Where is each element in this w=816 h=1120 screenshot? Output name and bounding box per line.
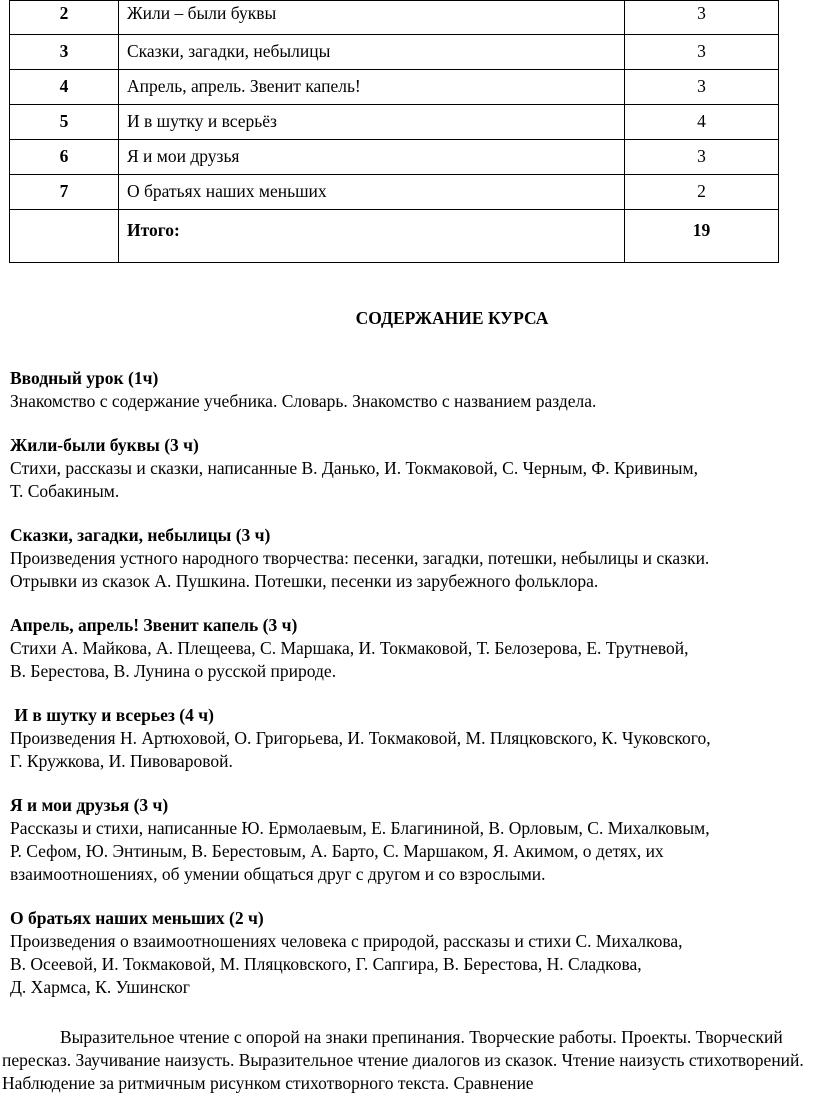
row-title: Сказки, загадки, небылицы [119, 35, 625, 70]
row-title: И в шутку и всерьёз [119, 105, 625, 140]
row-hours: 4 [625, 105, 779, 140]
section-title: Жили-были буквы (3 ч) [10, 435, 199, 455]
row-title: Апрель, апрель. Звенит капель! [119, 70, 625, 105]
total-number-cell [10, 210, 119, 263]
table-row [10, 35, 779, 70]
section-text: Произведения Н. Артюховой, О. Григорьева, И. Токмаковой, М. Пляцковского, К. Чуковского, Г. Кружкова, И. Пивоваровой. [10, 728, 711, 771]
section-title: Я и мои друзья (3 ч) [10, 795, 169, 815]
page-heading: СОДЕРЖАНИЕ КУРСА [355, 308, 549, 328]
section-title: О братьях наших меньших (2 ч) [10, 908, 264, 928]
table-total-row [10, 210, 779, 263]
content-section [10, 907, 816, 999]
section-title: Сказки, загадки, небылицы (3 ч) [10, 525, 271, 545]
row-hours: 3 [625, 35, 779, 70]
content-section [10, 704, 816, 773]
row-number: 2 [10, 1, 119, 35]
section-text: Рассказы и стихи, написанные Ю. Ермолаевым, Е. Благининой, В. Орловым, С. Михалковым, Р. Сефом, Ю. Энтиным, В. Берестовым, А. Барто, С. Маршаком, Я. Акимом, о детях, их взаимоотношениях, об умении общаться друг с другом и со взрослыми. [10, 818, 710, 884]
section-text: Произведения устного народного творчества: песенки, загадки, потешки, небылицы и сказки. Отрывки из сказок А. Пушкина. Потешки, песенки из зарубежного фольклора. [10, 548, 710, 591]
table-row [10, 175, 779, 210]
course-content [10, 367, 816, 1020]
table-row [10, 140, 779, 175]
row-hours: 3 [625, 140, 779, 175]
row-number: 4 [10, 70, 119, 105]
section-text: Стихи, рассказы и сказки, написанные В. Данько, И. Токмаковой, С. Черным, Ф. Кривиным, Т. Собакиным. [10, 458, 698, 501]
row-title: Я и мои друзья [119, 140, 625, 175]
section-title: Вводный урок (1ч) [10, 368, 159, 388]
row-number: 3 [10, 35, 119, 70]
content-section [10, 434, 816, 503]
content-section [10, 794, 816, 886]
row-number: 5 [10, 105, 119, 140]
section-title: И в шутку и всерьез (4 ч) [10, 705, 214, 725]
section-text: Стихи А. Майкова, А. Плещеева, С. Маршака, И. Токмаковой, Т. Белозерова, Е. Трутневой, В. Берестова, В. Лунина о русской природе. [10, 638, 689, 681]
total-hours: 19 [625, 210, 779, 263]
section-text: Произведения о взаимоотношениях человека с природой, рассказы и стихи С. Михалкова, В. Осеевой, И. Токмаковой, М. Пляцковского, Г. Сапгира, В. Берестова, Н. Сладкова, Д. Хармса, К. Ушинског [10, 931, 683, 997]
content-section [10, 524, 816, 593]
total-label: Итого: [119, 210, 625, 263]
table-row [10, 1, 779, 35]
table-row [10, 105, 779, 140]
table-row [10, 70, 779, 105]
closing-paragraph: Выразительное чтение с опорой на знаки препинания. Творческие работы. Проекты. Творческий пересказ. Заучивание наизусть. Выразительное чтение диалогов из сказок. Чтение наизусть стихотворений. Наблюдение за ритмичным рисунком стихотворного текста. Сравнение [2, 1027, 804, 1093]
row-hours: 3 [625, 1, 779, 35]
content-section [10, 614, 816, 683]
row-hours: 3 [625, 70, 779, 105]
row-title: О братьях наших меньших [119, 175, 625, 210]
section-title: Апрель, апрель! Звенит капель (3 ч) [10, 615, 298, 635]
section-text: Знакомство с содержание учебника. Словарь. Знакомство с названием раздела. [10, 391, 597, 411]
row-title: Жили – были буквы [119, 1, 625, 35]
row-number: 6 [10, 140, 119, 175]
row-hours: 2 [625, 175, 779, 210]
content-section [10, 367, 816, 413]
row-number: 7 [10, 175, 119, 210]
course-plan-table [9, 0, 779, 263]
